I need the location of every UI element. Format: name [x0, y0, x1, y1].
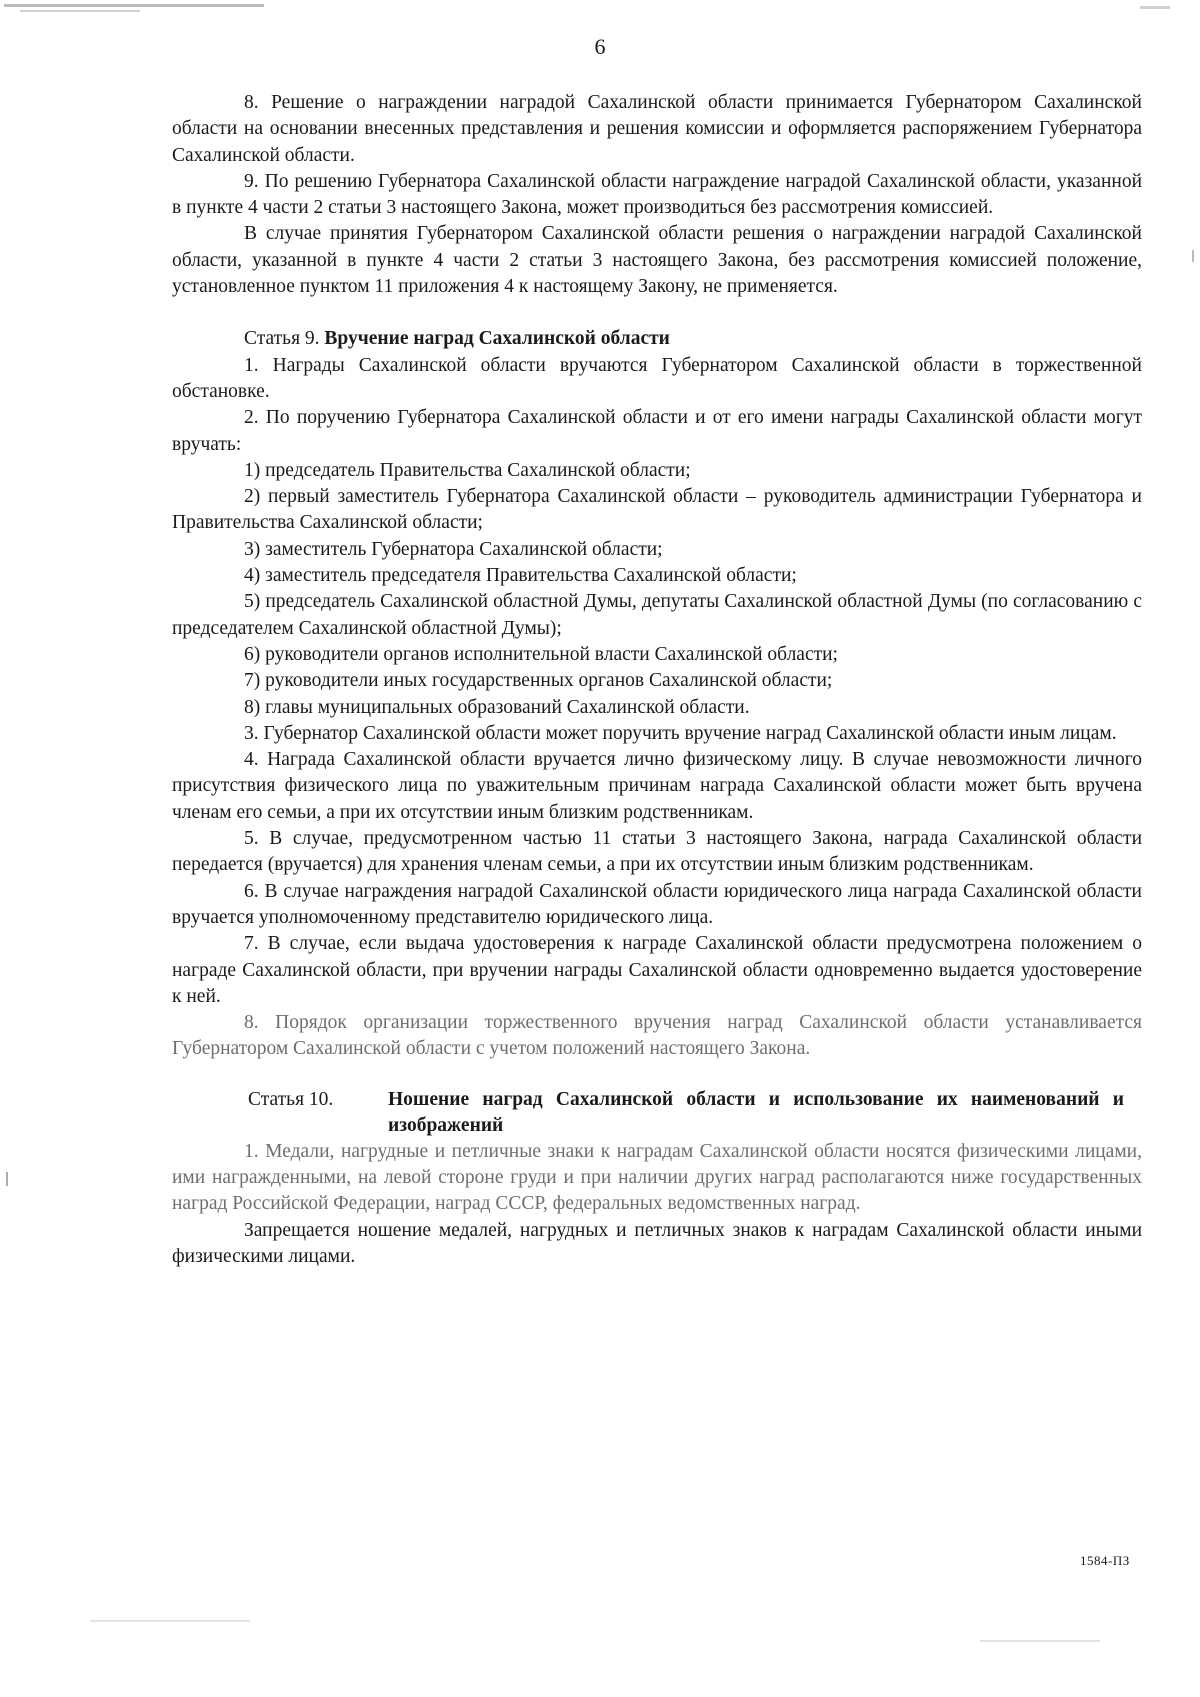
- article-10-heading: [172, 1087, 1142, 1139]
- scan-noise: [6, 1172, 8, 1186]
- scan-noise: [1140, 6, 1170, 9]
- article-9-subitem: 3) заместитель Губернатора Сахалинской области;: [244, 538, 663, 560]
- article-9-subitem: 5) председатель Сахалинской областной Думы, депутаты Сахалинской областной Думы (по согласованию с председателем Сахалинской областной Думы);: [172, 591, 1142, 639]
- article-9-subitem: 7) руководители иных государственных органов Сахалинской области;: [244, 670, 833, 692]
- article-9-item: 7. В случае, если выдача удостоверения к награде Сахалинской области предусмотрена положением о награде Сахалинской области, при вручении награды Сахалинской области одновременно выдается удостоверение к ней.: [172, 933, 1142, 1007]
- article-9-subitem: 2) первый заместитель Губернатора Сахалинской области – руководитель администрации Губернатора и Правительства Сахалинской области;: [172, 486, 1142, 534]
- article-9-subitem: 4) заместитель председателя Правительства Сахалинской области;: [244, 565, 797, 587]
- document-body: [172, 90, 1142, 1270]
- scan-noise: [20, 10, 140, 12]
- article-9-subitem: 6) руководители органов исполнительной власти Сахалинской области;: [244, 643, 838, 665]
- paragraph-9-note: В случае принятия Губернатором Сахалинской области решения о награждении наградой Сахалинской области, указанной в пункте 4 части 2 статьи 3 настоящего Закона, без рассмотрения комиссией положение, установленное пунктом 11 приложения 4 к настоящему Закону, не применяется.: [172, 223, 1142, 298]
- article-9-subitem: 8) главы муниципальных образований Сахалинской области.: [244, 696, 750, 718]
- document-code: 1584-ПЗ: [1080, 1553, 1130, 1568]
- article-10-item: Запрещается ношение медалей, нагрудных и петличных знаков к наградам Сахалинской области иными физическими лицами.: [172, 1219, 1142, 1267]
- article-9-label: Статья 9.: [244, 328, 320, 350]
- article-9-subitem: 1) председатель Правительства Сахалинской области;: [244, 459, 691, 481]
- article-9-title: Вручение наград Сахалинской области: [324, 328, 670, 350]
- scan-noise: [4, 4, 264, 7]
- article-10-item: 1. Медали, нагрудные и петличные знаки к наградам Сахалинской области носятся физическими лицами, ими награжденными, на левой стороне груди и при наличии других наград располагаются ниже государственных наград Российской Федерации, наград СССР, федеральных ведомственных наград.: [172, 1140, 1142, 1215]
- article-9-item: 6. В случае награждения наградой Сахалинской области юридического лица награда Сахалинской области вручается уполномоченному представителю юридического лица.: [172, 880, 1142, 928]
- scan-noise: [1192, 250, 1194, 262]
- paragraph-8: 8. Решение о награждении наградой Сахалинской области принимается Губернатором Сахалинской области на основании внесенных представления и решения комиссии и оформляется распоряжением Губернатора Сахалинской области.: [172, 92, 1142, 166]
- article-9-item: 8. Порядок организации торжественного вручения наград Сахалинской области устанавливается Губернатором Сахалинской области с учетом положений настоящего Закона.: [172, 1012, 1142, 1060]
- paragraph-9: 9. По решению Губернатора Сахалинской области награждение наградой Сахалинской области, указанной в пункте 4 части 2 статьи 3 настоящего Закона, может производиться без рассмотрения комиссией.: [172, 170, 1142, 219]
- page-number: 6: [594, 34, 606, 59]
- scan-noise: [980, 1640, 1100, 1642]
- article-9-item: 3. Губернатор Сахалинской области может поручить вручение наград Сахалинской области иным лицам.: [244, 722, 1117, 744]
- article-9-item: 5. В случае, предусмотренном частью 11 статьи 3 настоящего Закона, награда Сахалинской области передается (вручается) для хранения членам семьи, а при их отсутствии иным близким родственникам.: [172, 828, 1142, 876]
- article-10-title: Ношение наград Сахалинской области и использование их наименований и изображений: [388, 1088, 1124, 1136]
- article-9-item: 2. По поручению Губернатора Сахалинской области и от его имени награды Сахалинской области могут вручать:: [172, 407, 1142, 455]
- scan-noise: [90, 1620, 250, 1622]
- article-9-item: 1. Награды Сахалинской области вручаются Губернатором Сахалинской области в торжественной обстановке.: [172, 354, 1142, 402]
- article-9-item: 4. Награда Сахалинской области вручается лично физическому лицу. В случае невозможности личного присутствия физического лица по уважительным причинам награда Сахалинской области может быть вручена членам его семьи, а при их отсутствии иным близким родственникам.: [172, 749, 1142, 823]
- article-9-heading: [172, 326, 1142, 352]
- article-10-label: Статья 10.: [248, 1088, 334, 1110]
